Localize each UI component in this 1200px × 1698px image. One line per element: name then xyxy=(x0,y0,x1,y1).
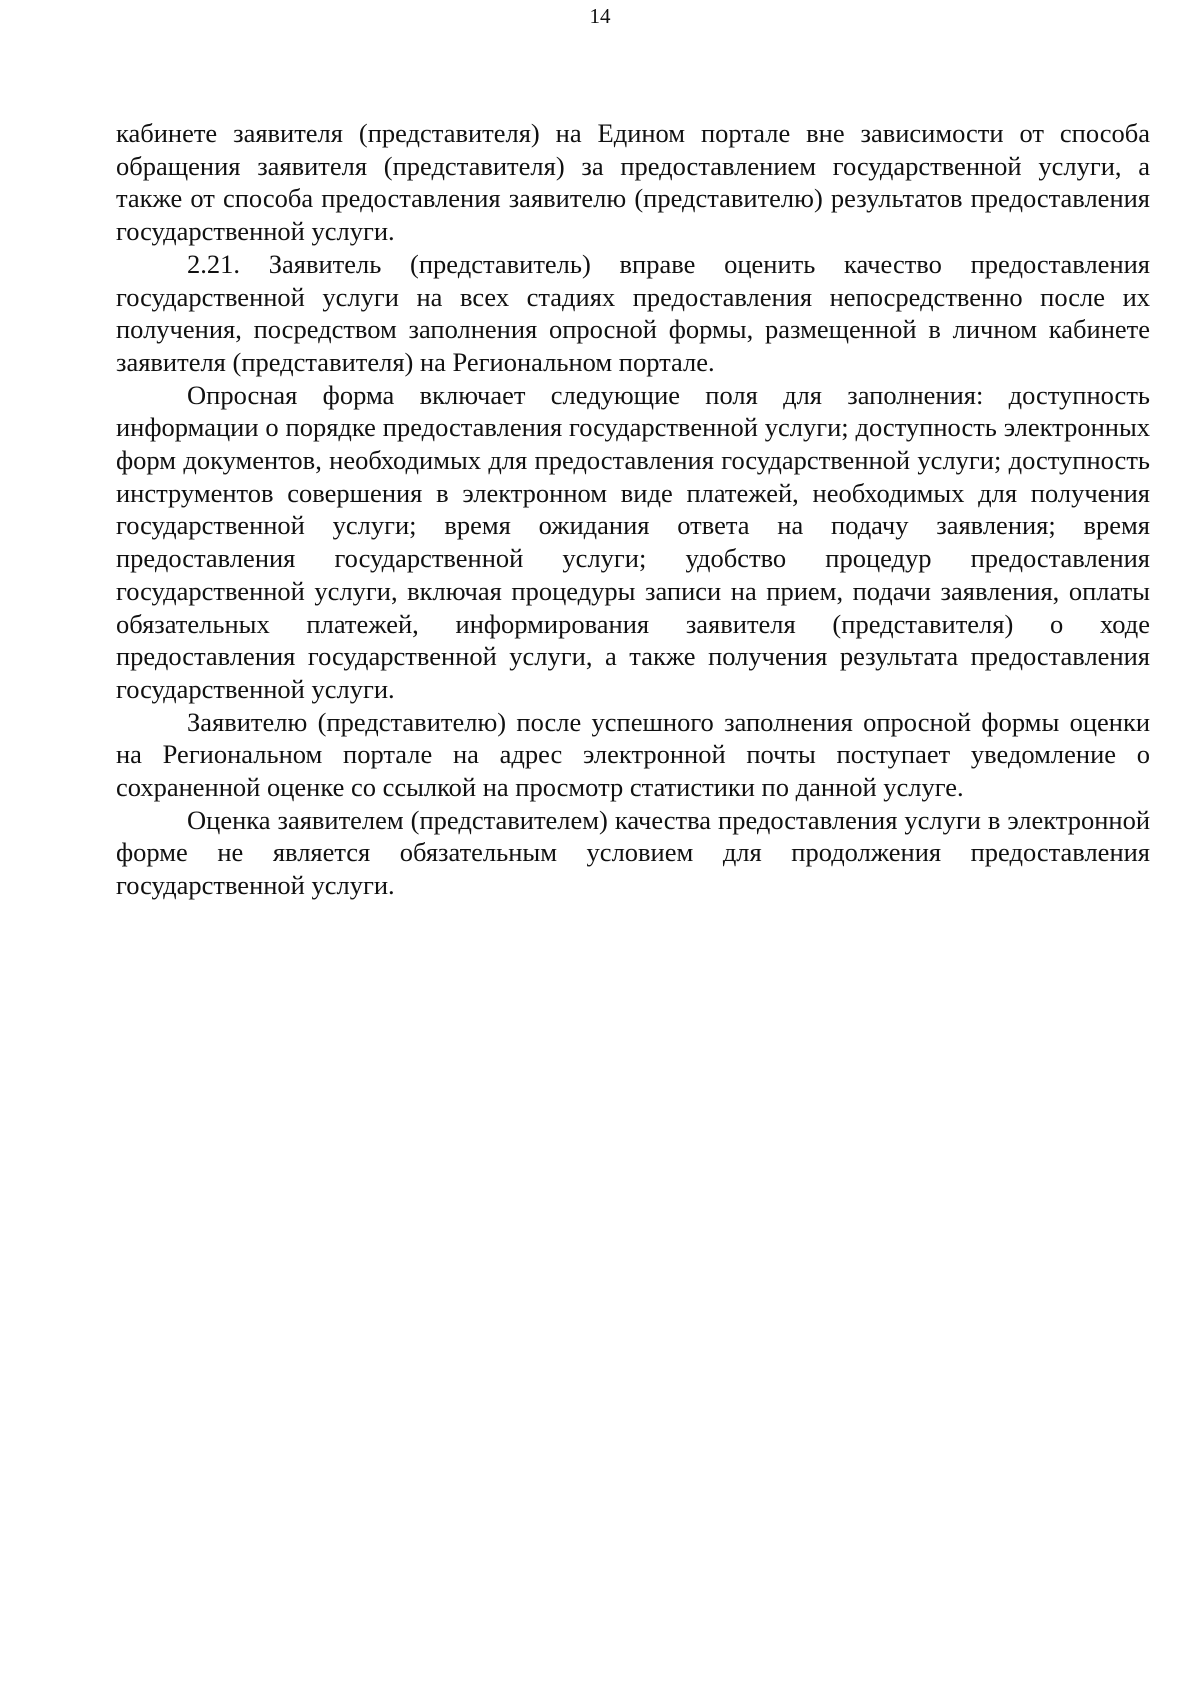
paragraph-survey-fields: Опросная форма включает следующие поля для заполнения: доступность информации о порядке предоставления государственной услуги; доступность электронных форм документов, необходимых для предоставления государственной услуги; доступность инструментов совершения в электронном виде платежей, необходимых для получения государственной услуги; время ожидания ответа на подачу заявления; время предоставления государственной услуги; удобство процедур предоставления государственной услуги, включая процедуры записи на прием, подачи заявления, оплаты обязательных платежей, информирования заявителя (представителя) о ходе предоставления государственной услуги, а также получения результата предоставления государственной услуги. xyxy=(116,379,1150,704)
document-body xyxy=(116,117,1150,902)
paragraph-evaluation-optional: Оценка заявителем (представителем) качества предоставления услуги в электронной форме не является обязательным условием для продолжения предоставления государственной услуги. xyxy=(116,804,1150,901)
paragraph-notification: Заявителю (представителю) после успешного заполнения опросной формы оценки на Региональном портале на адрес электронной почты поступает уведомление о сохраненной оценке со ссылкой на просмотр статистики по данной услуге. xyxy=(116,706,1150,803)
paragraph-continuation: кабинете заявителя (представителя) на Едином портале вне зависимости от способа обращения заявителя (представителя) за предоставлением государственной услуги, а также от способа предоставления заявителю (представителю) результатов предоставления государственной услуги. xyxy=(116,118,1150,247)
paragraph-2-21: 2.21. Заявитель (представитель) вправе оценить качество предоставления государственной услуги на всех стадиях предоставления непосредственно после их получения, посредством заполнения опросной формы, размещенной в личном кабинете заявителя (представителя) на Региональном портале. xyxy=(116,248,1150,377)
page-number: 14 xyxy=(589,4,611,28)
